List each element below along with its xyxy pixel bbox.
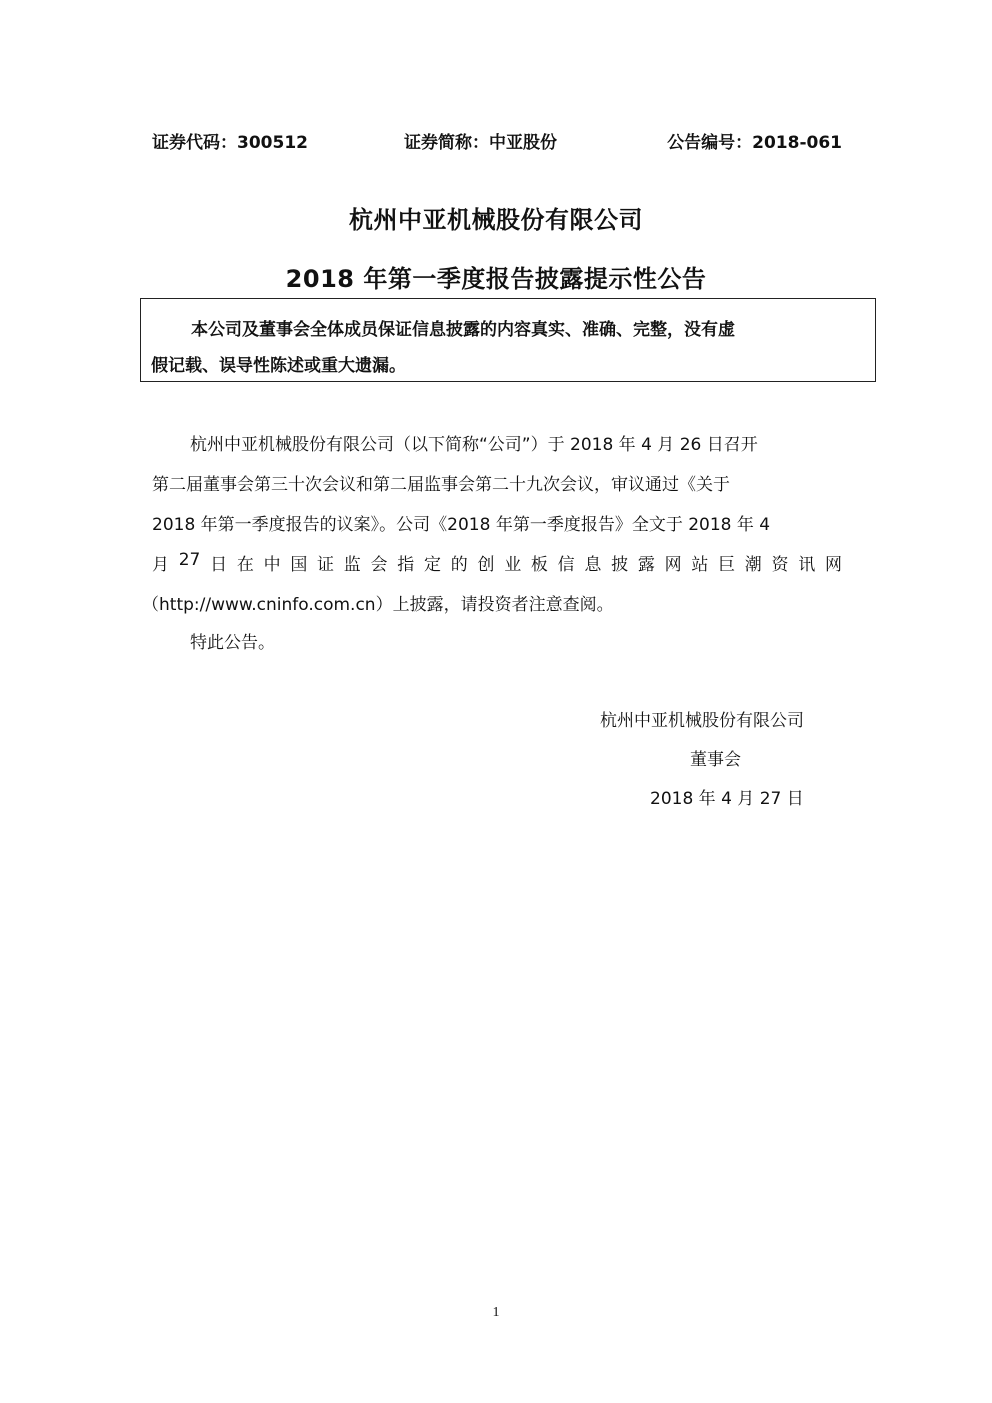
signature-board: 董事会	[690, 750, 741, 770]
page-number: 1	[492, 1305, 500, 1320]
body-line-2: 第二届董事会第三十次会议和第二届监事会第二十九次会议，审议通过《关于	[152, 475, 730, 495]
body-line-4-token: 27	[178, 550, 201, 570]
body-line-4-token: 定	[423, 555, 441, 575]
signature-date: 2018 年 4 月 27 日	[650, 789, 804, 809]
disclaimer-box	[140, 298, 876, 382]
body-line-4-token: 资	[771, 555, 789, 575]
body-line-4-token: 站	[691, 555, 709, 575]
stock-abbreviation: 证券简称：中亚股份	[404, 133, 557, 153]
signature-company: 杭州中亚机械股份有限公司	[600, 711, 804, 731]
body-line-4-token: 板	[530, 555, 548, 575]
body-line-4-token: 月	[152, 555, 169, 575]
stock-code: 证券代码：300512	[152, 133, 308, 153]
body-line-4	[152, 550, 842, 575]
body-line-4-token: 息	[584, 555, 602, 575]
body-line-4-token: 证	[317, 555, 335, 575]
body-line-4-token: 披	[611, 555, 629, 575]
company-title: 杭州中亚机械股份有限公司	[349, 206, 643, 234]
body-line-4-token: 国	[290, 555, 308, 575]
body-line-4-token: 讯	[798, 555, 816, 575]
body-line-4-token: 中	[263, 555, 281, 575]
body-line-4-token: 巨	[718, 555, 736, 575]
announcement-title: 2018 年第一季度报告披露提示性公告	[285, 265, 707, 293]
body-line-4-token: 信	[557, 555, 575, 575]
body-line-4-token: 的	[450, 555, 468, 575]
body-line-4-token: 业	[504, 555, 522, 575]
body-line-4-token: 会	[370, 555, 388, 575]
body-line-1: 杭州中亚机械股份有限公司（以下简称“公司”）于 2018 年 4 月 26 日召开	[190, 435, 758, 455]
document-header	[152, 128, 842, 154]
body-line-5: （http://www.cninfo.com.cn）上披露，请投资者注意查阅。	[142, 595, 614, 615]
body-line-4-token: 创	[477, 555, 495, 575]
announcement-number: 公告编号：2018-061	[667, 133, 842, 153]
closing-statement: 特此公告。	[190, 633, 275, 653]
disclaimer-line-1: 本公司及董事会全体成员保证信息披露的内容真实、准确、完整，没有虚	[191, 320, 735, 340]
body-line-4-token: 日	[210, 555, 228, 575]
disclaimer-line-2: 假记载、误导性陈述或重大遗漏。	[151, 356, 406, 376]
body-line-4-token: 网	[664, 555, 682, 575]
body-line-4-token: 监	[343, 555, 361, 575]
body-line-4-token: 露	[637, 555, 655, 575]
body-line-4-token: 在	[236, 555, 254, 575]
body-line-4-token: 网	[825, 555, 842, 575]
body-line-4-token: 指	[397, 555, 415, 575]
body-line-3: 2018 年第一季度报告的议案》。公司《2018 年第一季度报告》全文于 2018 年 4	[152, 515, 771, 535]
body-line-4-token: 潮	[744, 555, 762, 575]
